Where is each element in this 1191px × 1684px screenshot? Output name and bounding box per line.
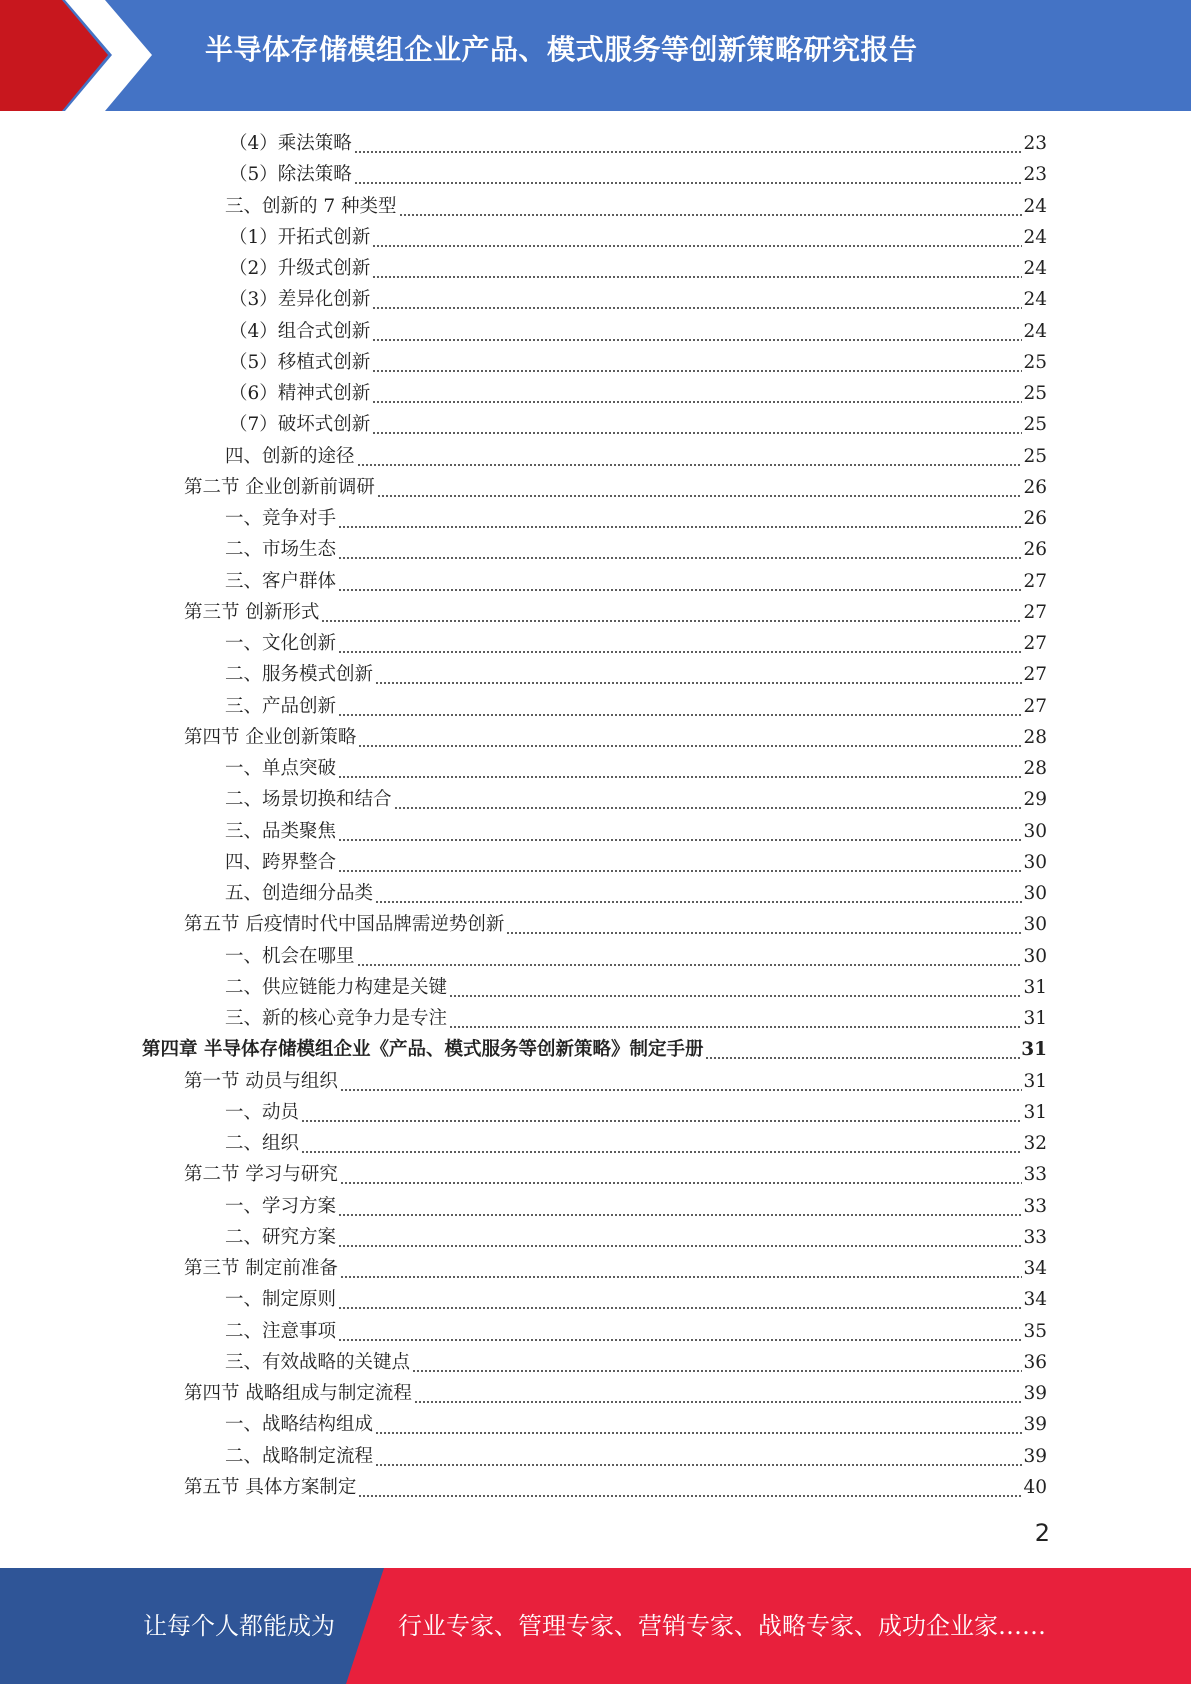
- toc-section-entry[interactable]: [184, 597, 1047, 628]
- toc-page-number: 39: [1023, 1383, 1047, 1404]
- toc-dot-leader: [372, 347, 1022, 378]
- toc-section-entry[interactable]: [184, 1472, 1047, 1503]
- footer-slogan-right: 行业专家、管理专家、营销专家、战略专家、成功企业家……: [398, 1612, 1046, 1640]
- toc-page-number: 29: [1023, 789, 1047, 811]
- toc-entry-title: 四、创新的途径: [225, 445, 355, 467]
- toc-entry-title: 第五节 具体方案制定: [184, 1476, 357, 1498]
- toc-dot-leader: [449, 1003, 1022, 1034]
- toc-item-entry[interactable]: [229, 347, 1047, 378]
- toc-page-number: 33: [1023, 1195, 1047, 1217]
- toc-page-number: 31: [1023, 1070, 1047, 1092]
- toc-item-entry[interactable]: [225, 1128, 1047, 1159]
- toc-section-entry[interactable]: [184, 1159, 1047, 1190]
- toc-dot-leader: [372, 316, 1022, 347]
- toc-page-number: 24: [1023, 289, 1047, 311]
- toc-entry-title: 二、场景切换和结合: [225, 789, 392, 811]
- toc-page-number: 23: [1023, 133, 1047, 154]
- toc-entry-title: 三、客户群体: [225, 570, 337, 592]
- toc-item-entry[interactable]: [229, 222, 1047, 253]
- toc-item-entry[interactable]: [225, 534, 1047, 565]
- toc-dot-leader: [338, 1191, 1022, 1222]
- toc-page-number: 26: [1023, 539, 1047, 561]
- toc-page-number: 30: [1023, 945, 1047, 967]
- toc-page-number: 26: [1023, 508, 1047, 529]
- toc-dot-leader: [372, 284, 1022, 315]
- toc-page-number: 30: [1023, 914, 1047, 936]
- toc-dot-leader: [375, 878, 1022, 909]
- toc-dot-leader: [301, 1128, 1022, 1159]
- toc-entry-title: 二、服务模式创新: [225, 664, 374, 686]
- toc-entry-title: 五、创造细分品类: [225, 883, 374, 904]
- toc-page-number: 24: [1023, 320, 1047, 342]
- toc-entry-title: （4）组合式创新: [229, 320, 371, 342]
- toc-page-number: 26: [1023, 476, 1047, 498]
- toc-item-entry[interactable]: [225, 691, 1047, 722]
- header-banner: [0, 0, 1191, 111]
- toc-item-entry[interactable]: [225, 972, 1047, 1003]
- toc-dot-leader: [338, 1316, 1022, 1347]
- toc-entry-title: 第一节 动员与组织: [184, 1070, 338, 1092]
- toc-dot-leader: [338, 753, 1022, 784]
- toc-item-entry[interactable]: [225, 878, 1047, 909]
- toc-page-number: 32: [1023, 1133, 1047, 1154]
- toc-page-number: 28: [1023, 726, 1047, 748]
- toc-page-number: 27: [1023, 601, 1047, 623]
- page-number: 2: [1034, 1519, 1050, 1547]
- toc-item-entry[interactable]: [225, 1097, 1047, 1128]
- toc-dot-leader: [375, 659, 1022, 690]
- toc-item-entry[interactable]: [229, 378, 1047, 409]
- toc-dot-leader: [394, 784, 1023, 815]
- toc-dot-leader: [506, 909, 1022, 940]
- toc-page-number: 40: [1023, 1476, 1047, 1498]
- toc-page-number: 30: [1023, 820, 1047, 842]
- toc-page-number: 31: [1023, 976, 1047, 998]
- toc-page-number: 31: [1023, 1101, 1047, 1123]
- toc-dot-leader: [340, 1253, 1023, 1284]
- toc-item-entry[interactable]: [225, 191, 1047, 222]
- toc-section-entry[interactable]: [184, 472, 1047, 503]
- toc-item-entry[interactable]: [225, 1284, 1047, 1315]
- toc-entry-title: 三、创新的 7 种类型: [225, 195, 397, 217]
- toc-entry-title: （3）差异化创新: [229, 289, 371, 311]
- toc-chapter-entry[interactable]: [142, 1034, 1047, 1065]
- toc-item-entry[interactable]: [225, 941, 1047, 972]
- toc-entry-title: 二、研究方案: [225, 1226, 337, 1248]
- toc-entry-title: 三、有效战略的关键点: [225, 1351, 411, 1373]
- toc-item-entry[interactable]: [229, 316, 1047, 347]
- toc-item-entry[interactable]: [225, 816, 1047, 847]
- toc-entry-title: 第五节 后疫情时代中国品牌需逆势创新: [184, 914, 505, 936]
- toc-page-number: 24: [1023, 226, 1047, 248]
- toc-dot-leader: [338, 847, 1022, 878]
- report-title: 半导体存储模组企业产品、模式服务等创新策略研究报告: [205, 33, 918, 66]
- toc-item-entry[interactable]: [229, 159, 1047, 190]
- toc-item-entry[interactable]: [225, 1222, 1047, 1253]
- toc-item-entry[interactable]: [225, 847, 1047, 878]
- toc-item-entry[interactable]: [225, 1441, 1047, 1472]
- toc-dot-leader: [338, 503, 1022, 534]
- toc-item-entry[interactable]: [225, 1347, 1047, 1378]
- toc-dot-leader: [372, 409, 1022, 440]
- toc-dot-leader: [338, 534, 1022, 565]
- toc-item-entry[interactable]: [229, 284, 1047, 315]
- toc-dot-leader: [357, 941, 1023, 972]
- toc-entry-title: 第三节 制定前准备: [184, 1258, 338, 1279]
- toc-dot-leader: [449, 972, 1022, 1003]
- footer-slogan-left: 让每个人都能成为: [143, 1612, 335, 1640]
- toc-item-entry[interactable]: [225, 753, 1047, 784]
- toc-dot-leader: [372, 222, 1022, 253]
- toc-dot-leader: [338, 628, 1022, 659]
- toc-item-entry[interactable]: [225, 1191, 1047, 1222]
- toc-dot-leader: [338, 1284, 1022, 1315]
- toc-entry-title: 二、组织: [225, 1133, 300, 1154]
- toc-section-entry[interactable]: [184, 909, 1047, 940]
- toc-page-number: 35: [1023, 1320, 1047, 1342]
- toc-item-entry[interactable]: [225, 1003, 1047, 1034]
- toc-page-number: 28: [1023, 758, 1047, 779]
- toc-dot-leader: [354, 128, 1023, 159]
- toc-item-entry[interactable]: [225, 1409, 1047, 1440]
- toc-entry-title: 第三节 创新形式: [184, 601, 320, 623]
- toc-page-number: 23: [1023, 164, 1047, 186]
- toc-page-number: 24: [1023, 195, 1047, 217]
- toc-dot-leader: [338, 691, 1022, 722]
- toc-section-entry[interactable]: [184, 1066, 1047, 1097]
- toc-dot-leader: [354, 159, 1023, 190]
- toc-page-number: 33: [1023, 1226, 1047, 1248]
- toc-page-number: 24: [1023, 258, 1047, 279]
- toc-entry-title: 二、供应链能力构建是关键: [225, 976, 448, 998]
- toc-dot-leader: [358, 1472, 1022, 1503]
- toc-entry-title: 一、学习方案: [225, 1195, 337, 1217]
- toc-page-number: 27: [1023, 664, 1047, 686]
- toc-section-entry[interactable]: [184, 1253, 1047, 1284]
- toc-entry-title: （2）升级式创新: [229, 258, 371, 279]
- toc-dot-leader: [340, 1159, 1023, 1190]
- toc-page-number: 30: [1023, 883, 1047, 904]
- toc-entry-title: 第二节 学习与研究: [184, 1164, 338, 1186]
- toc-dot-leader: [372, 253, 1022, 284]
- toc-page-number: 25: [1023, 445, 1047, 467]
- toc-page-number: 25: [1023, 383, 1047, 404]
- toc-entry-title: 三、产品创新: [225, 695, 337, 717]
- toc-item-entry[interactable]: [225, 628, 1047, 659]
- toc-page-number: 34: [1023, 1258, 1047, 1279]
- red-arrow-flag: [0, 0, 160, 111]
- toc-page-number: 39: [1023, 1414, 1047, 1436]
- toc-entry-title: 第二节 企业创新前调研: [184, 476, 375, 498]
- toc-entry-title: （5）移植式创新: [229, 351, 371, 373]
- toc-entry-title: （4）乘法策略: [229, 133, 352, 154]
- toc-dot-leader: [412, 1347, 1022, 1378]
- toc-item-entry[interactable]: [225, 784, 1047, 815]
- toc-page-number: 25: [1023, 414, 1047, 436]
- toc-entry-title: （7）破坏式创新: [229, 414, 371, 436]
- toc-page-number: 25: [1023, 351, 1047, 373]
- toc-dot-leader: [372, 378, 1022, 409]
- toc-page-number: 36: [1023, 1351, 1047, 1373]
- toc-entry-title: 四、跨界整合: [225, 851, 337, 873]
- toc-dot-leader: [358, 722, 1022, 753]
- toc-item-entry[interactable]: [225, 1316, 1047, 1347]
- toc-entry-title: 一、竞争对手: [225, 508, 337, 529]
- toc-entry-title: 第四节 企业创新策略: [184, 726, 357, 748]
- toc-entry-title: 三、新的核心竞争力是专注: [225, 1008, 448, 1029]
- toc-page-number: 27: [1023, 695, 1047, 717]
- toc-dot-leader: [301, 1097, 1022, 1128]
- toc-dot-leader: [399, 191, 1023, 222]
- toc-item-entry[interactable]: [225, 441, 1047, 472]
- toc-dot-leader: [377, 472, 1023, 503]
- toc-section-entry[interactable]: [184, 1378, 1047, 1409]
- toc-page-number: 27: [1023, 633, 1047, 654]
- toc-entry-title: 二、注意事项: [225, 1320, 337, 1342]
- toc-dot-leader: [338, 1222, 1022, 1253]
- toc-entry-title: 二、战略制定流程: [225, 1445, 374, 1467]
- toc-dot-leader: [705, 1034, 1020, 1065]
- toc-entry-title: 一、战略结构组成: [225, 1414, 374, 1436]
- toc-page-number: 30: [1023, 851, 1047, 873]
- toc-dot-leader: [338, 566, 1022, 597]
- toc-page-number: 27: [1023, 570, 1047, 592]
- toc-entry-title: （6）精神式创新: [229, 383, 371, 404]
- toc-dot-leader: [340, 1066, 1023, 1097]
- toc-page-number: 39: [1023, 1445, 1047, 1467]
- toc-page-number: 33: [1023, 1164, 1047, 1186]
- toc-dot-leader: [357, 441, 1023, 472]
- toc-item-entry[interactable]: [225, 659, 1047, 690]
- toc-dot-leader: [414, 1378, 1023, 1409]
- toc-item-entry[interactable]: [229, 253, 1047, 284]
- toc-entry-title: 一、文化创新: [225, 633, 337, 654]
- toc-page-number: 34: [1023, 1289, 1047, 1311]
- toc-entry-title: 三、品类聚焦: [225, 820, 337, 842]
- toc-entry-title: 一、动员: [225, 1101, 300, 1123]
- toc-item-entry[interactable]: [229, 409, 1047, 440]
- toc-entry-title: 第四节 战略组成与制定流程: [184, 1383, 412, 1404]
- toc-page-number: 31: [1023, 1008, 1047, 1029]
- toc-entry-title: 第四章 半导体存储模组企业《产品、模式服务等创新策略》制定手册: [142, 1039, 704, 1061]
- toc-dot-leader: [375, 1409, 1022, 1440]
- toc-item-entry[interactable]: [225, 566, 1047, 597]
- footer-banner: [0, 1568, 1191, 1684]
- toc-entry-title: 一、机会在哪里: [225, 945, 355, 967]
- toc-entry-title: 一、制定原则: [225, 1289, 337, 1311]
- toc-section-entry[interactable]: [184, 722, 1047, 753]
- toc-entry-title: 一、单点突破: [225, 758, 337, 779]
- toc-dot-leader: [375, 1441, 1022, 1472]
- toc-page-number: 31: [1021, 1039, 1047, 1061]
- toc-entry-title: （1）开拓式创新: [229, 226, 371, 248]
- toc-dot-leader: [321, 597, 1022, 628]
- toc-item-entry[interactable]: [229, 128, 1047, 159]
- toc-entry-title: 二、市场生态: [225, 539, 337, 561]
- toc-item-entry[interactable]: [225, 503, 1047, 534]
- toc-dot-leader: [338, 816, 1022, 847]
- toc-entry-title: （5）除法策略: [229, 164, 352, 186]
